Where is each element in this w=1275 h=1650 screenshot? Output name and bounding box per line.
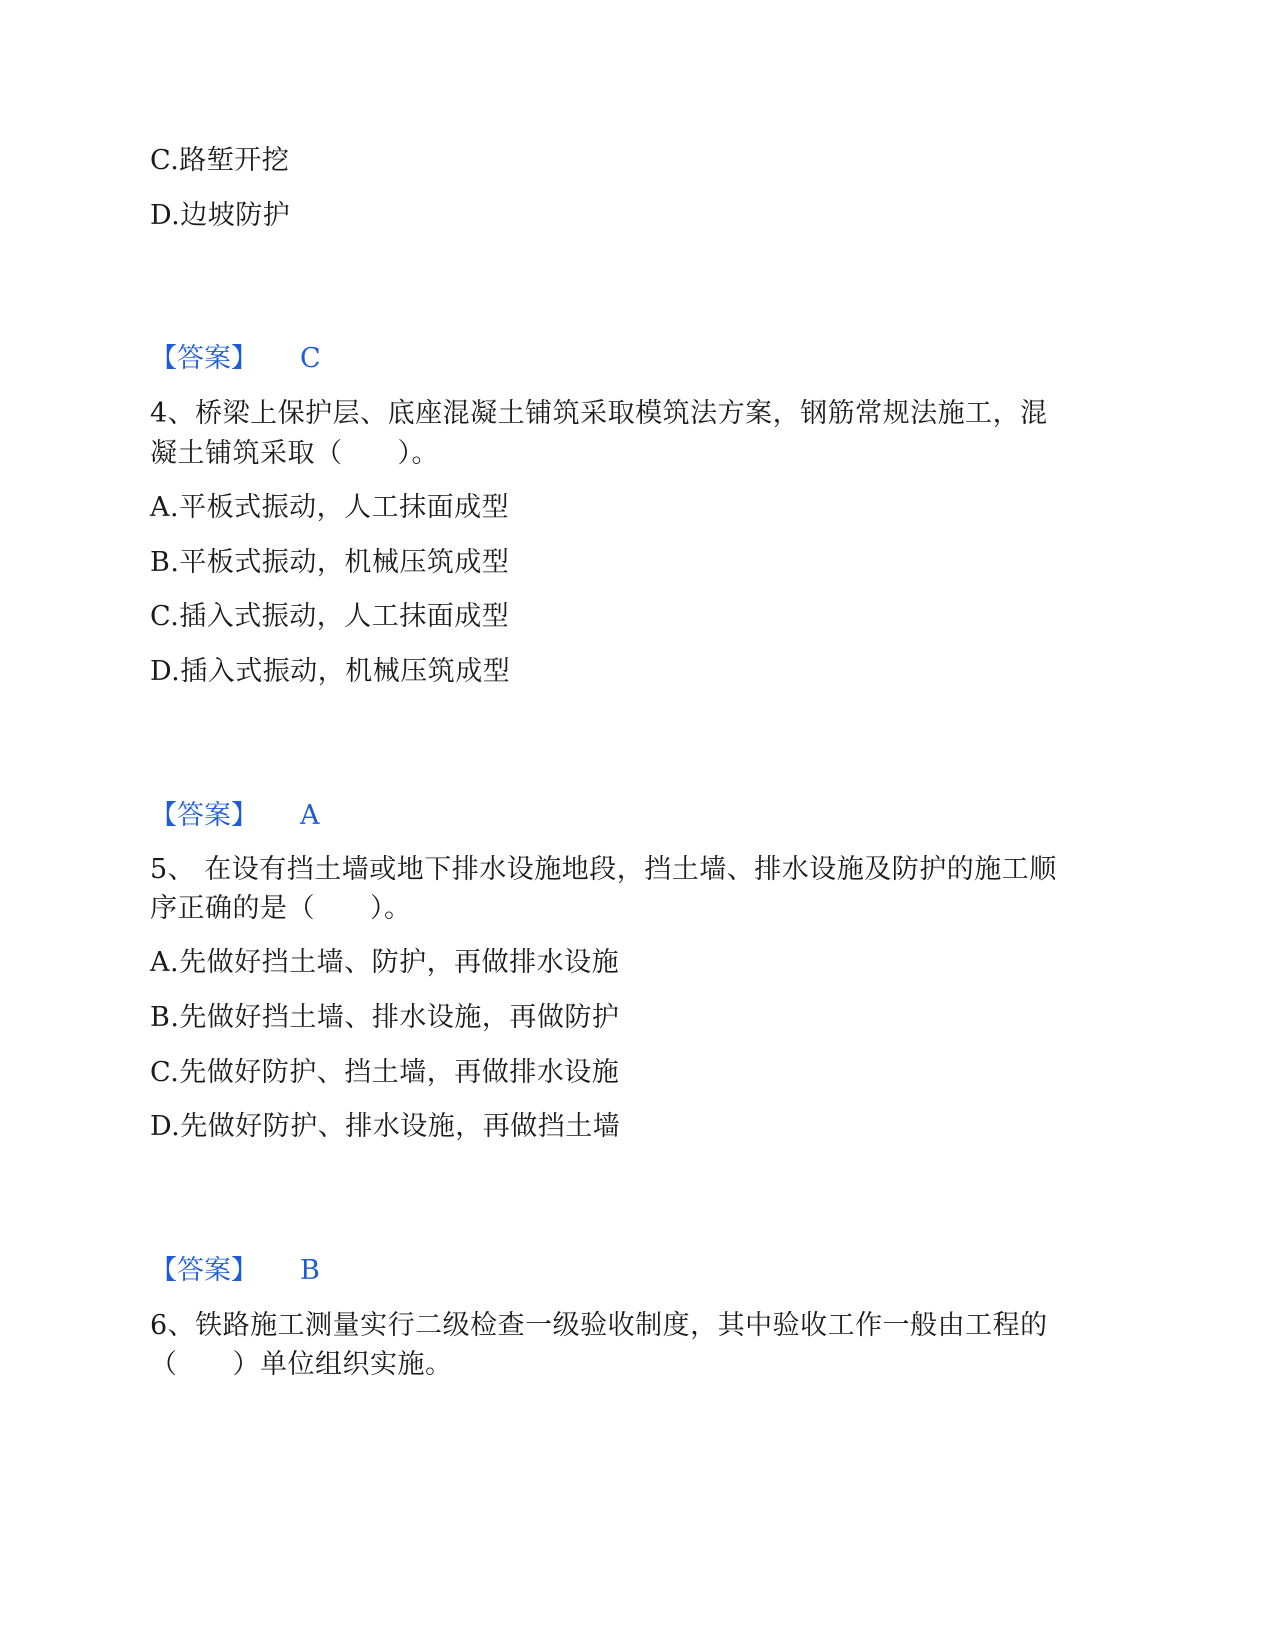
- option-c: C.先做好防护、挡土墙，再做排水设施: [150, 1057, 620, 1088]
- option-c: C.路堑开挖: [150, 145, 290, 176]
- answer-label: 【答案】: [150, 343, 258, 374]
- answer-value: B: [300, 1255, 320, 1286]
- answer-label: 【答案】: [150, 800, 258, 831]
- answer-row: [150, 797, 320, 835]
- answer-label: 【答案】: [150, 1255, 258, 1286]
- option-b: B.平板式振动，机械压筑成型: [150, 547, 510, 578]
- option-d: D.边坡防护: [150, 200, 291, 231]
- question-stem-continued: （ ）单位组织实施。: [150, 1349, 453, 1380]
- question-stem: 6、铁路施工测量实行二级检查一级验收制度，其中验收工作一般由工程的: [150, 1310, 1048, 1341]
- question-stem-continued: 序正确的是（ ）。: [150, 893, 412, 924]
- option-c: C.插入式振动，人工抹面成型: [150, 601, 510, 632]
- answer-row: [150, 1252, 320, 1290]
- option-b: B.先做好挡土墙、排水设施，再做防护: [150, 1002, 620, 1033]
- question-stem: 4、桥梁上保护层、底座混凝土铺筑采取模筑法方案，钢筋常规法施工，混: [150, 398, 1048, 429]
- question-stem: 5、 在设有挡土墙或地下排水设施地段，挡土墙、排水设施及防护的施工顺: [150, 854, 1057, 885]
- question-stem-continued: 凝土铺筑采取（ ）。: [150, 438, 439, 469]
- answer-value: C: [300, 343, 321, 374]
- answer-value: A: [300, 800, 320, 831]
- option-d: D.插入式振动，机械压筑成型: [150, 656, 511, 687]
- answer-row: [150, 340, 321, 378]
- option-d: D.先做好防护、排水设施，再做挡土墙: [150, 1111, 621, 1142]
- option-a: A.先做好挡土墙、防护，再做排水设施: [150, 947, 620, 978]
- option-a: A.平板式振动，人工抹面成型: [150, 492, 510, 523]
